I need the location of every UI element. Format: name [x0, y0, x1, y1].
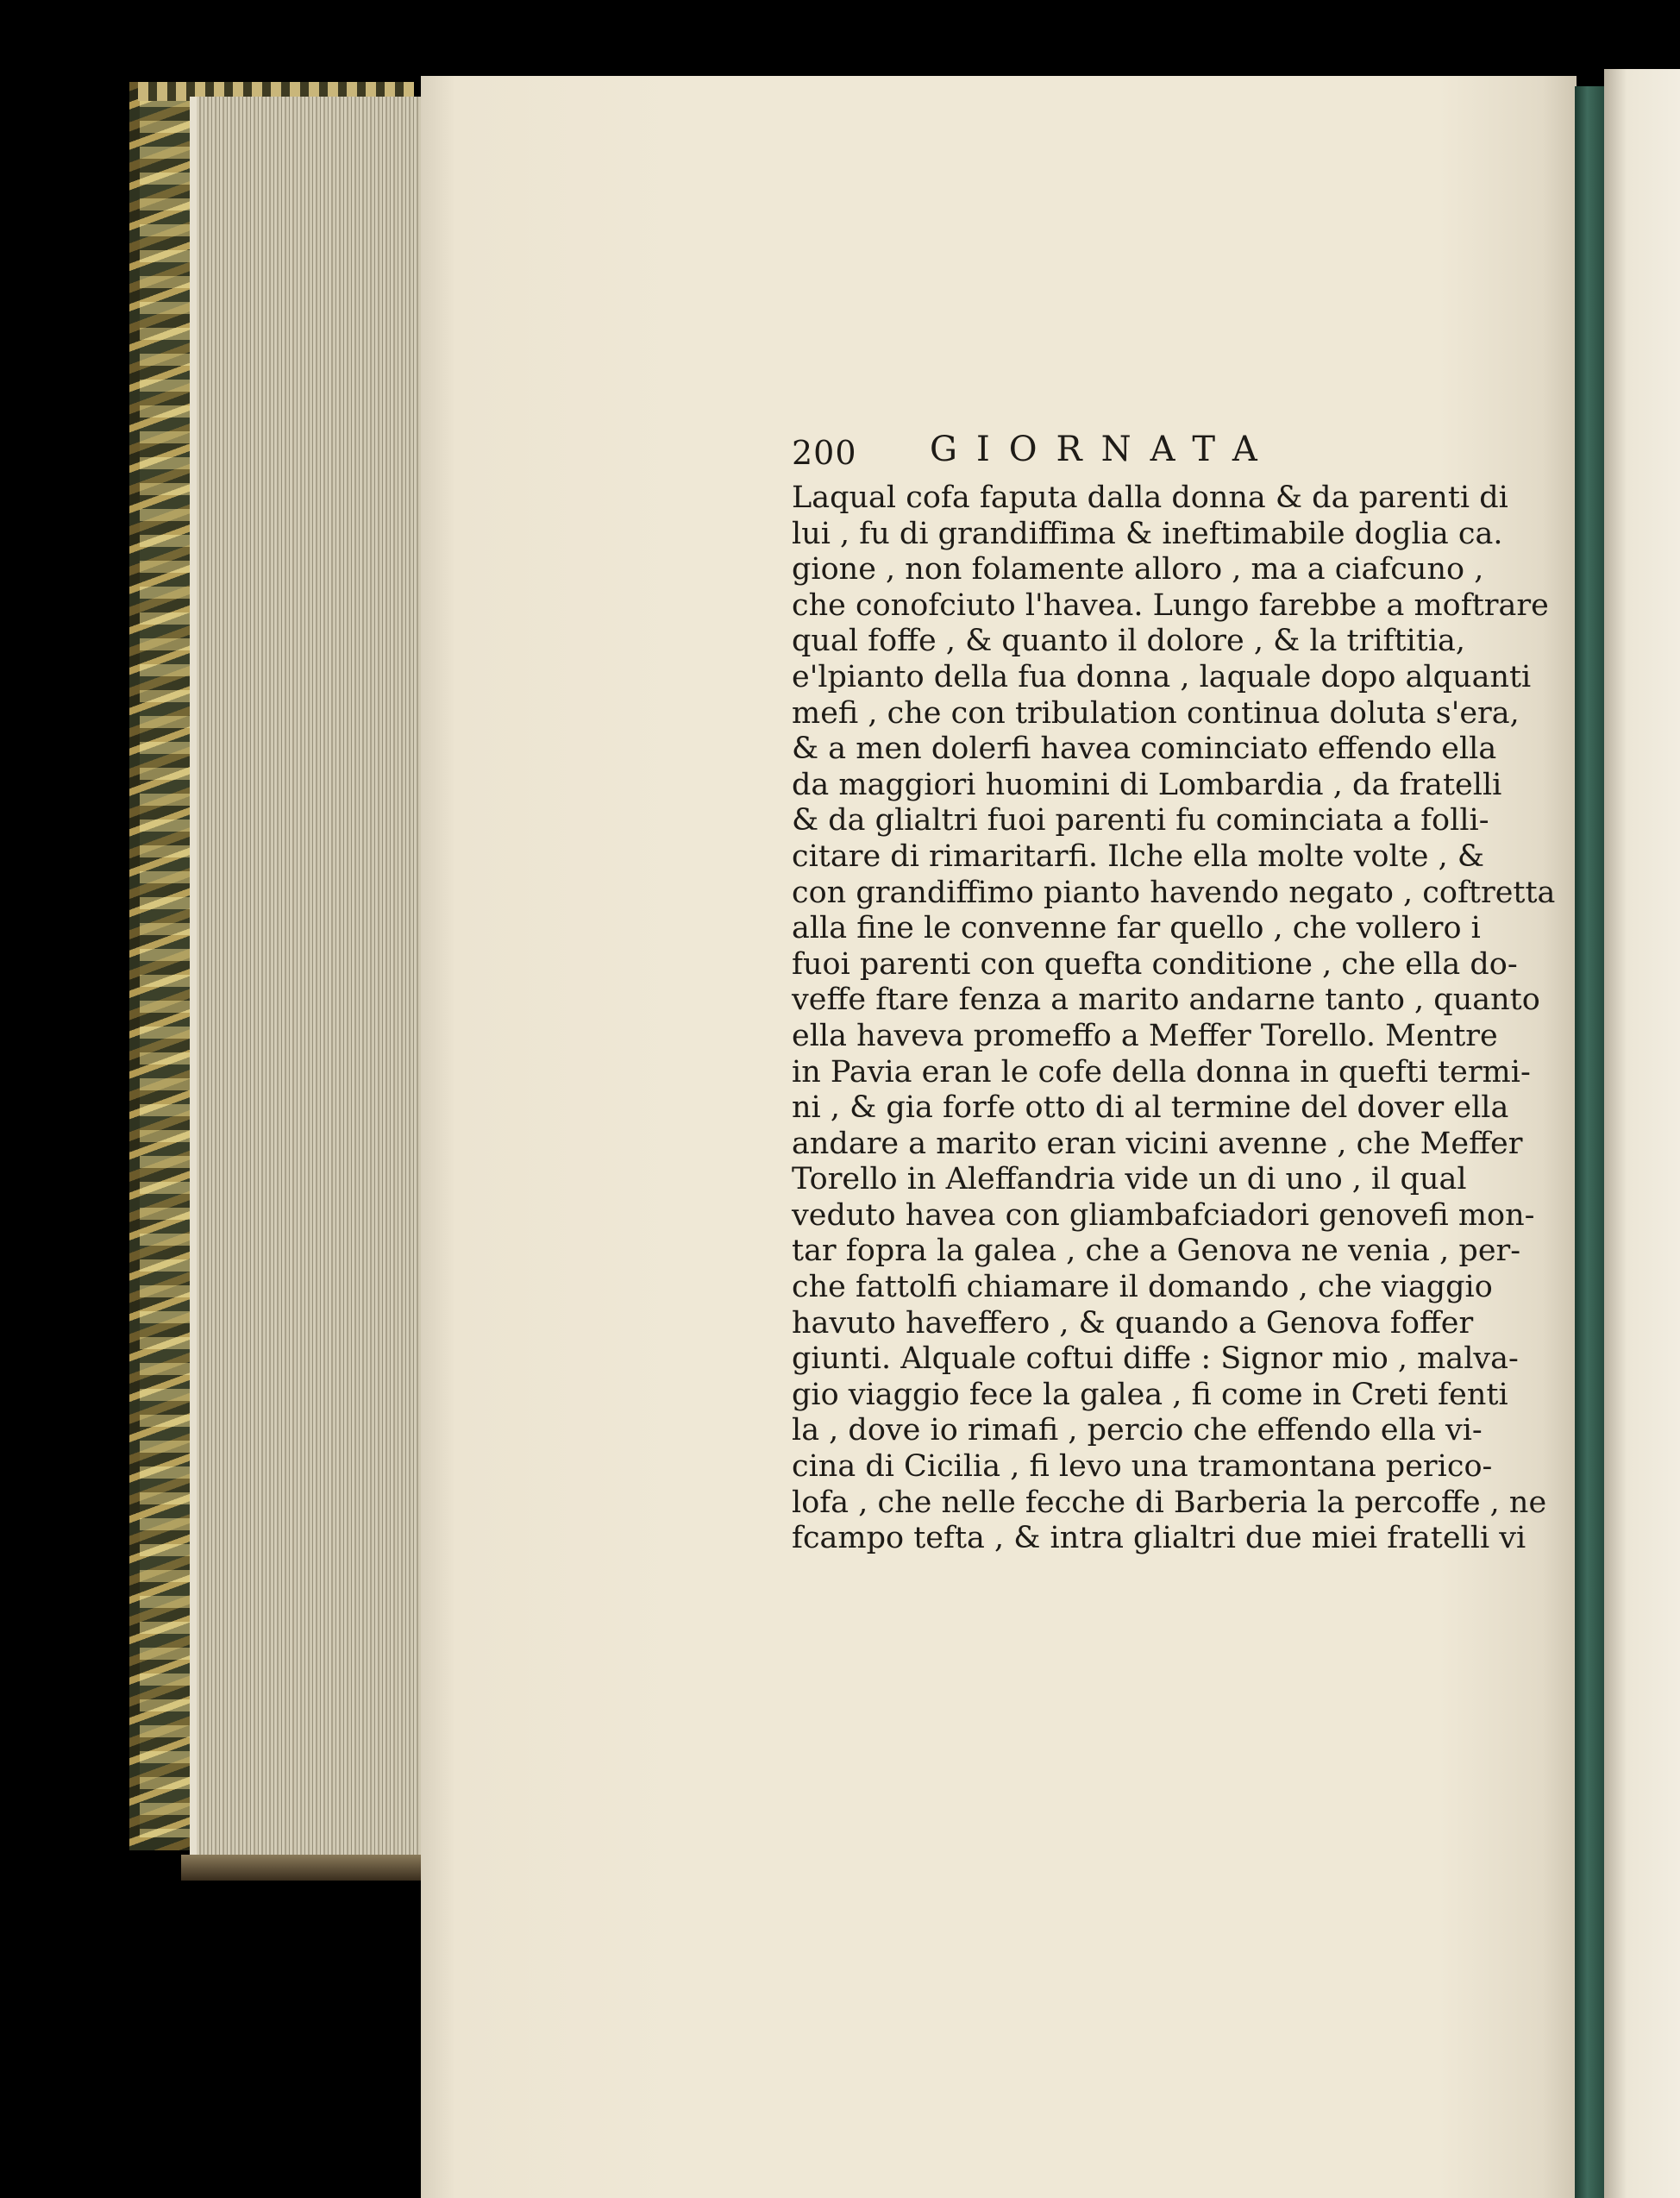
text-line: la , dove io rimafi , percio che effendo ella vi-	[792, 1413, 1483, 1448]
page-edges	[190, 97, 429, 1856]
facing-page-edge	[1604, 69, 1680, 2198]
text-line: da maggiori huomini di Lombardia , da fratelli	[792, 767, 1502, 802]
running-head: GIORNATA	[930, 430, 1276, 469]
text-line: tar fopra la galea , che a Genova ne venia , per-	[792, 1234, 1521, 1269]
text-line: che fattolfi chiamare il domando , che viaggio	[792, 1270, 1493, 1305]
page-header	[792, 430, 1447, 479]
text-line: veffe ftare fenza a marito andarne tanto , quanto	[792, 983, 1540, 1018]
text-line: lui , fu di grandiffima & ineftimabile doglia ca.	[792, 516, 1503, 551]
text-line: che conofciuto l'havea. Lungo farebbe a moftrare	[792, 587, 1549, 623]
text-line: e'lpianto della fua donna , laquale dopo alquanti	[792, 659, 1532, 694]
text-line: fuoi parenti con quefta conditione , che ella do-	[792, 946, 1518, 982]
page-number: 200	[792, 434, 857, 472]
text-line: lofa , che nelle fecche di Barberia la percoffe , ne	[792, 1485, 1547, 1520]
text-line: gione , non folamente alloro , ma a ciafcuno ,	[792, 552, 1484, 587]
text-line: cina di Cicilia , fi levo una tramontana perico-	[792, 1449, 1493, 1485]
text-line: qual foffe , & quanto il dolore , & la triftitia,	[792, 624, 1466, 659]
text-line: in Pavia eran le cofe della donna in quefti termi-	[792, 1054, 1531, 1090]
page-bottom-edge	[181, 1855, 423, 1881]
text-line: fcampo tefta , & intra glialtri due miei fratelli vi	[792, 1521, 1526, 1556]
text-line: andare a marito eran vicini avenne , che Meffer	[792, 1126, 1523, 1161]
text-line: citare di rimaritarfi. Ilche ella molte volte , &	[792, 838, 1484, 874]
text-line: mefi , che con tribulation continua doluta s'era,	[792, 695, 1520, 731]
spine-gilt-decoration	[140, 95, 191, 1837]
text-line: havuto haveffero , & quando a Genova foffer	[792, 1305, 1474, 1341]
text-line: ella haveva promeffo a Meffer Torello. Mentre	[792, 1018, 1498, 1053]
book-cover-board	[1575, 86, 1606, 2198]
text-line: giunti. Alquale coftui diffe : Signor mio , malva-	[792, 1341, 1519, 1377]
text-line: Torello in Aleffandria vide un di uno , il qual	[792, 1162, 1467, 1197]
text-line: veduto havea con gliambafciadori genovefi mon-	[792, 1197, 1535, 1233]
text-line: alla fine le convenne far quello , che vollero i	[792, 911, 1481, 946]
body-text	[792, 480, 1556, 1557]
text-line: gio viaggio fece la galea , fi come in Creti fenti	[792, 1377, 1508, 1412]
text-line: Laqual cofa faputa dalla donna & da parenti di	[792, 480, 1508, 515]
text-line: ni , & gia forfe otto di al termine del dover ella	[792, 1090, 1509, 1126]
text-line: & a men dolerfi havea cominciato effendo ella	[792, 732, 1497, 767]
text-line: & da glialtri fuoi parenti fu cominciata a folli-	[792, 803, 1489, 838]
text-line: con grandiffimo pianto havendo negato , coftretta	[792, 875, 1556, 910]
